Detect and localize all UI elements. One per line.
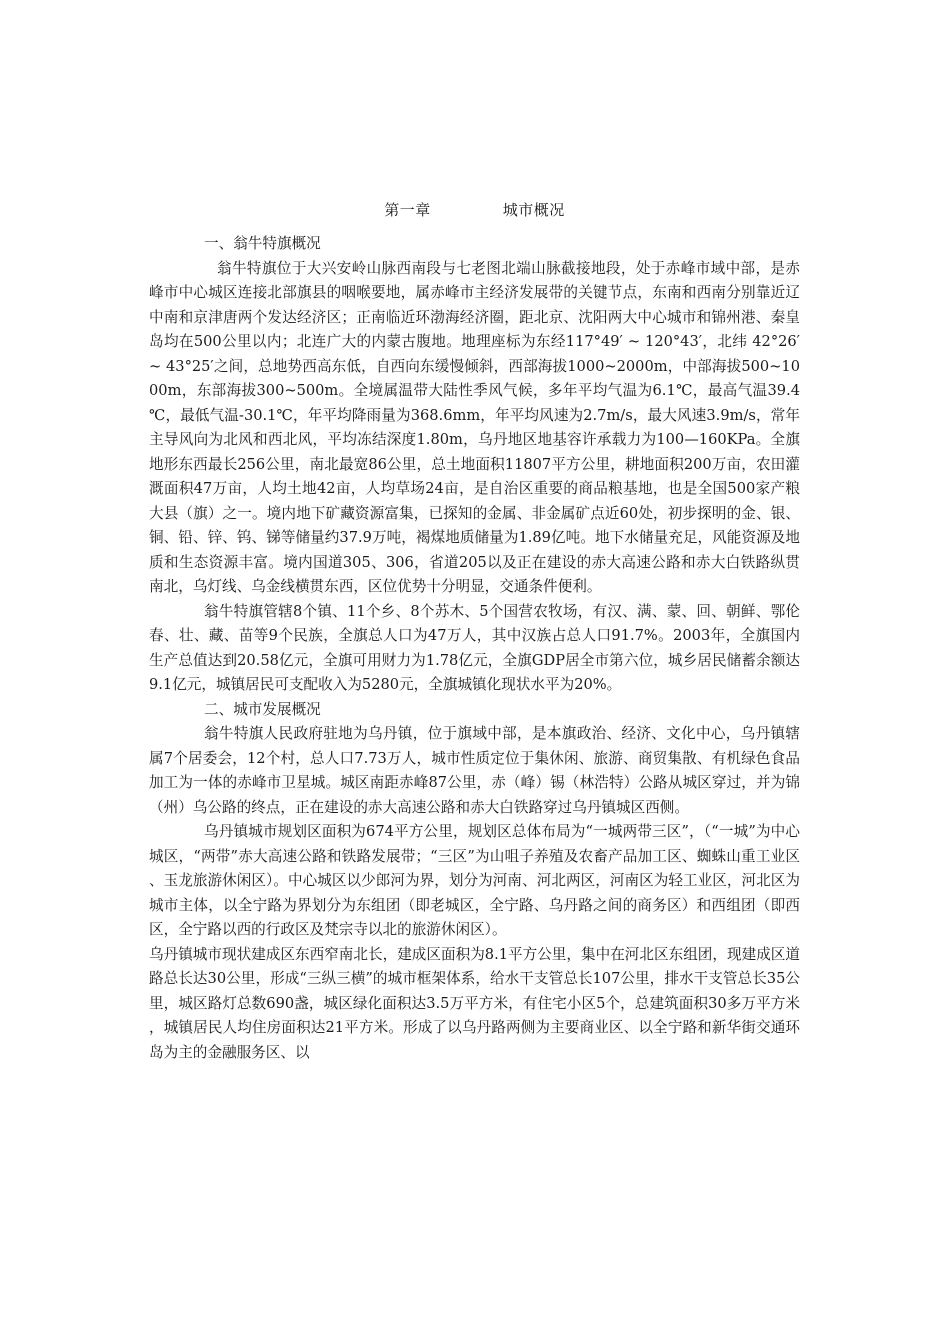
document-body xyxy=(149,198,800,1065)
paragraph-planning-area: 乌丹镇城市规划区面积为674平方公里，规划区总体布局为“一城两带三区”，（“一城”为中心城区，“两带”赤大高速公路和铁路发展带；“三区”为山咀子养殖及农畜产品加工区、蜘蛛山重工业区、玉龙旅游休闲区）。中心城区以少郎河为界，划分为河南、河北两区，河南区为轻工业区，河北区为城市主体，以全宁路为界划分为东组团（即老城区，全宁路、乌丹路之间的商务区）和西组团（即西区，全宁路以西的行政区及梵宗寺以北的旅游休闲区）。 xyxy=(149,823,800,938)
chapter-name: 城市概况 xyxy=(502,201,565,219)
paragraph-administration: 翁牛特旗管辖8个镇、11个乡、8个苏木、5个国营农牧场，有汉、满、蒙、回、朝鲜、鄂伦春、壮、藏、苗等9个民族，全旗总人口为47万人，其中汉族占总人口91.7%。2003年，全旗国内生产总值达到20.58亿元，全旗可用财力为1.78亿元，全旗GDP居全市第六位，城乡居民储蓄余额达9.1亿元，城镇居民可支配收入为5280元，全旗城镇化现状水平为20%。 xyxy=(149,602,800,693)
section-heading-development: 二、城市发展概况 xyxy=(204,700,321,718)
section-heading-overview: 一、翁牛特旗概况 xyxy=(204,235,321,252)
chapter-title xyxy=(149,198,800,222)
paragraph-built-up-area: 乌丹镇城市现状建成区东西窄南北长，建成区面积为8.1平方公里，集中在河北区东组团，现建成区道路总长达30公里，形成“三纵三横”的城市框架体系，给水干支管总长107公里，排水干支管总长35公里，城区路灯总数690盏，城区绿化面积达3.5万平方米，有住宅小区5个，总建筑面积30多万平方米，城镇居民人均住房面积达21平方米。形成了以乌丹路两侧为主要商业区、以全宁路和新华街交通环岛为主的金融服务区、以 xyxy=(149,945,800,1061)
chapter-number: 第一章 xyxy=(384,201,431,219)
paragraph-geography: 翁牛特旗位于大兴安岭山脉西南段与七老图北端山脉截接地段，处于赤峰市域中部，是赤峰市中心城区连接北部旗县的咽喉要地，属赤峰市主经济发展带的关键节点，东南和西南分别靠近辽中南和京津唐两个发达经济区；正南临近环渤海经济圈，距北京、沈阳两大中心城市和锦州港、秦皇岛均在500公里以内；北连广大的内蒙古腹地。地理座标为东经117°49′ ~ 120°43′，北纬 42°26′~ 43°25′之间，总地势西高东低，自西向东缓慢倾斜，西部海拔1000~2000m，中部海拔500~1000m，东部海拔300~500m。全境属温带大陆性季风气候，多年平均气温为6.1℃，最高气温39.4℃，最低气温-30.1℃，年平均降雨量为368.6mm，年平均风速为2.7m/s，最大风速3.9m/s，常年主导风向为北风和西北风，平均冻结深度1.80m，乌丹地区地基容许承载力为100—160KPa。全旗地形东西最长256公里，南北最宽86公里，总土地面积11807平方公里，耕地面积200万亩，农田灌溉面积47万亩，人均土地42亩，人均草场24亩，是自治区重要的商品粮基地，也是全国500家产粮大县（旗）之一。境内地下矿藏资源富集，已探知的金属、非金属矿点近60处，初步探明的金、银、铜、铅、锌、钨、锑等储量约37.9万吨，褐煤地质储量为1.89亿吨。地下水储量充足，风能资源及地质和生态资源丰富。境内国道305、306，省道205以及正在建设的赤大高速公路和赤大白铁路纵贯南北，乌灯线、乌金线横贯东西，区位优势十分明显，交通条件便利。 xyxy=(149,259,800,595)
paragraph-wudan-town: 翁牛特旗人民政府驻地为乌丹镇，位于旗域中部，是本旗政治、经济、文化中心，乌丹镇辖属7个居委会，12个村，总人口7.73万人，城市性质定位于集休闲、旅游、商贸集散、有机绿色食品加工为一体的赤峰市卫星城。城区南距赤峰87公里，赤（峰）锡（林浩特）公路从城区穿过，并为锦（州）乌公路的终点，正在建设的赤大高速公路和赤大白铁路穿过乌丹镇城区西侧。 xyxy=(149,725,800,816)
